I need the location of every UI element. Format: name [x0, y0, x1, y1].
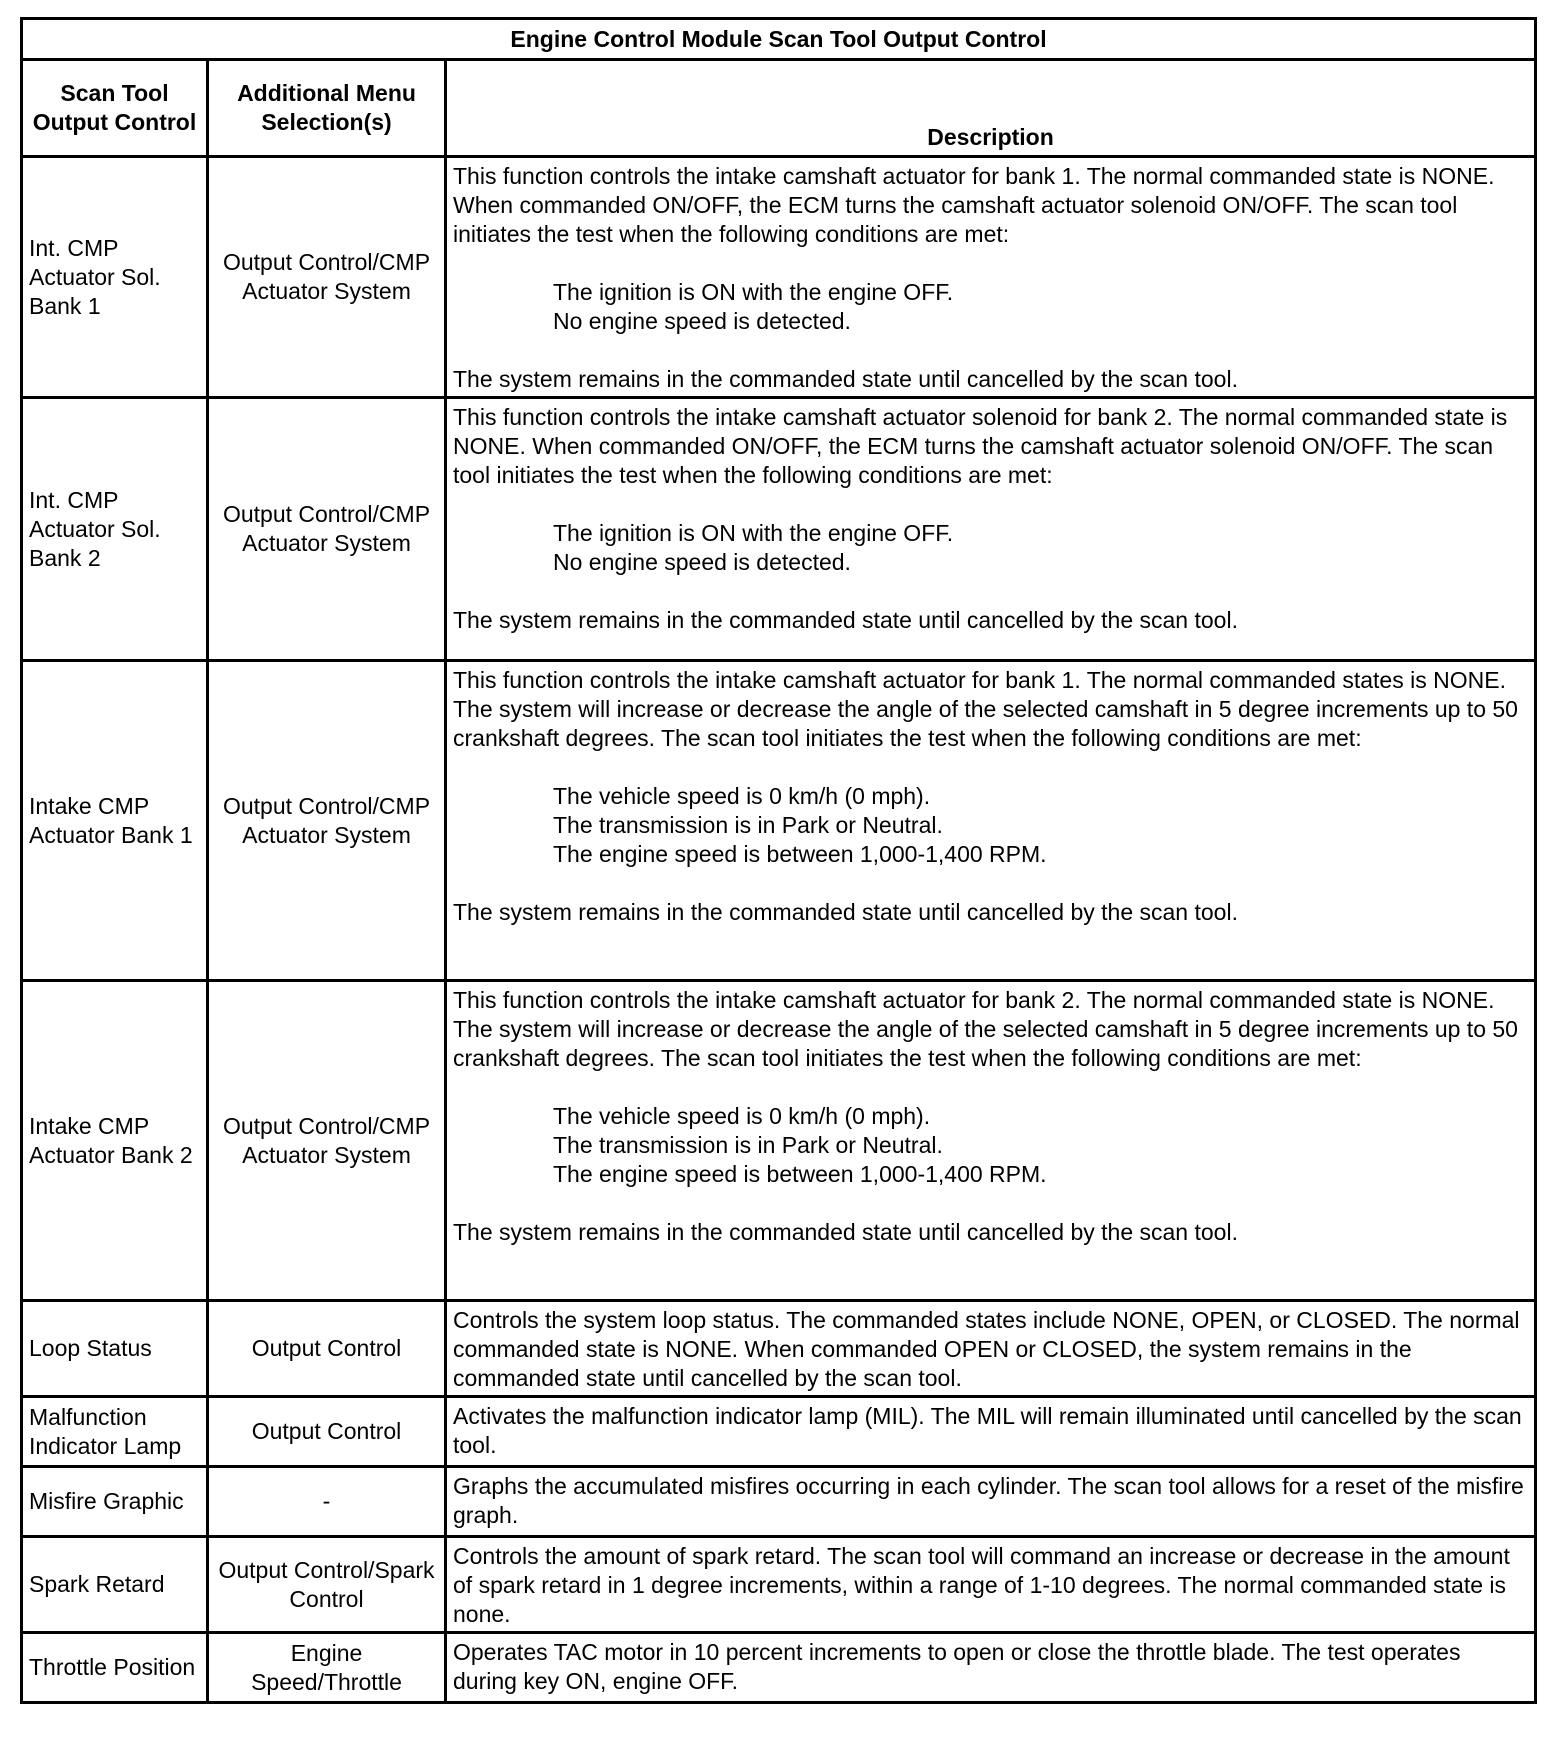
description-outro: The system remains in the commanded state until cancelled by the scan tool.: [453, 899, 1238, 925]
table-title: Engine Control Module Scan Tool Output Control: [22, 19, 1536, 60]
output-control-name: Loop Status: [22, 1301, 208, 1397]
menu-selection: Output Control/CMP Actuator System: [208, 398, 446, 661]
condition-item: No engine speed is detected.: [553, 549, 851, 575]
output-control-name: Spark Retard: [22, 1537, 208, 1633]
description: Controls the amount of spark retard. The scan tool will command an increase or decrease in the amount of spark retard in 1 degree increments, within a range of 1-10 degrees. The normal commanded state is none.: [446, 1537, 1536, 1633]
condition-item: The transmission is in Park or Neutral.: [553, 1132, 943, 1158]
output-control-table: [20, 17, 1537, 1704]
menu-selection: Output Control: [208, 1301, 446, 1397]
output-control-name: Malfunction Indicator Lamp: [22, 1397, 208, 1467]
menu-selection: Engine Speed/Throttle: [208, 1633, 446, 1703]
description-outro: The system remains in the commanded state until cancelled by the scan tool.: [453, 366, 1238, 392]
table-row: [22, 1633, 1536, 1703]
header-description: Description: [446, 60, 1536, 157]
table-row: [22, 981, 1536, 1301]
description-intro: This function controls the intake camshaft actuator solenoid for bank 2. The normal commanded state is NONE. When commanded ON/OFF, the ECM turns the camshaft actuator solenoid ON/OFF. The scan tool initiates the test when the following conditions are met:: [453, 404, 1508, 488]
menu-selection: Output Control/Spark Control: [208, 1537, 446, 1633]
table-row: [22, 661, 1536, 981]
condition-item: The ignition is ON with the engine OFF.: [553, 279, 954, 305]
table-row: [22, 1537, 1536, 1633]
table-row: [22, 1467, 1536, 1537]
output-control-name: Intake CMP Actuator Bank 2: [22, 981, 208, 1301]
output-control-name: Misfire Graphic: [22, 1467, 208, 1537]
output-control-name: Intake CMP Actuator Bank 1: [22, 661, 208, 981]
description: [446, 398, 1536, 661]
condition-item: The engine speed is between 1,000-1,400 RPM.: [553, 1161, 1047, 1187]
menu-selection: -: [208, 1467, 446, 1537]
menu-selection: Output Control/CMP Actuator System: [208, 981, 446, 1301]
condition-item: No engine speed is detected.: [553, 308, 851, 334]
output-control-name: Int. CMP Actuator Sol. Bank 1: [22, 157, 208, 398]
menu-selection: Output Control/CMP Actuator System: [208, 157, 446, 398]
table-row: [22, 1397, 1536, 1467]
description: [446, 157, 1536, 398]
description: [446, 661, 1536, 981]
description-outro: The system remains in the commanded state until cancelled by the scan tool.: [453, 607, 1238, 633]
description: Operates TAC motor in 10 percent increments to open or close the throttle blade. The test operates during key ON, engine OFF.: [446, 1633, 1536, 1703]
condition-item: The engine speed is between 1,000-1,400 RPM.: [553, 841, 1047, 867]
description-intro: This function controls the intake camshaft actuator for bank 2. The normal commanded state is NONE. The system will increase or decrease the angle of the selected camshaft in 5 degree increments up to 50 crankshaft degrees. The scan tool initiates the test when the following conditions are met:: [453, 987, 1518, 1071]
output-control-name: Throttle Position: [22, 1633, 208, 1703]
condition-item: The transmission is in Park or Neutral.: [553, 812, 943, 838]
table-row: [22, 157, 1536, 398]
description: [446, 981, 1536, 1301]
condition-item: The vehicle speed is 0 km/h (0 mph).: [553, 1103, 931, 1129]
table-row: [22, 398, 1536, 661]
header-scan-tool-output-control: Scan Tool Output Control: [22, 60, 208, 157]
description: Activates the malfunction indicator lamp (MIL). The MIL will remain illuminated until cancelled by the scan tool.: [446, 1397, 1536, 1467]
description: Controls the system loop status. The commanded states include NONE, OPEN, or CLOSED. The normal commanded state is NONE. When commanded OPEN or CLOSED, the system remains in the commanded state until cancelled by the scan tool.: [446, 1301, 1536, 1397]
table-row: [22, 1301, 1536, 1397]
menu-selection: Output Control: [208, 1397, 446, 1467]
description-intro: This function controls the intake camshaft actuator for bank 1. The normal commanded states is NONE. The system will increase or decrease the angle of the selected camshaft in 5 degree increments up to 50 crankshaft degrees. The scan tool initiates the test when the following conditions are met:: [453, 667, 1518, 751]
condition-item: The ignition is ON with the engine OFF.: [553, 520, 954, 546]
description: Graphs the accumulated misfires occurring in each cylinder. The scan tool allows for a reset of the misfire graph.: [446, 1467, 1536, 1537]
description-intro: This function controls the intake camshaft actuator for bank 1. The normal commanded state is NONE. When commanded ON/OFF, the ECM turns the camshaft actuator solenoid ON/OFF. The scan tool initiates the test when the following conditions are met:: [453, 163, 1495, 247]
output-control-name: Int. CMP Actuator Sol. Bank 2: [22, 398, 208, 661]
description-outro: The system remains in the commanded state until cancelled by the scan tool.: [453, 1219, 1238, 1245]
condition-item: The vehicle speed is 0 km/h (0 mph).: [553, 783, 931, 809]
header-additional-menu-selections: Additional Menu Selection(s): [208, 60, 446, 157]
menu-selection: Output Control/CMP Actuator System: [208, 661, 446, 981]
